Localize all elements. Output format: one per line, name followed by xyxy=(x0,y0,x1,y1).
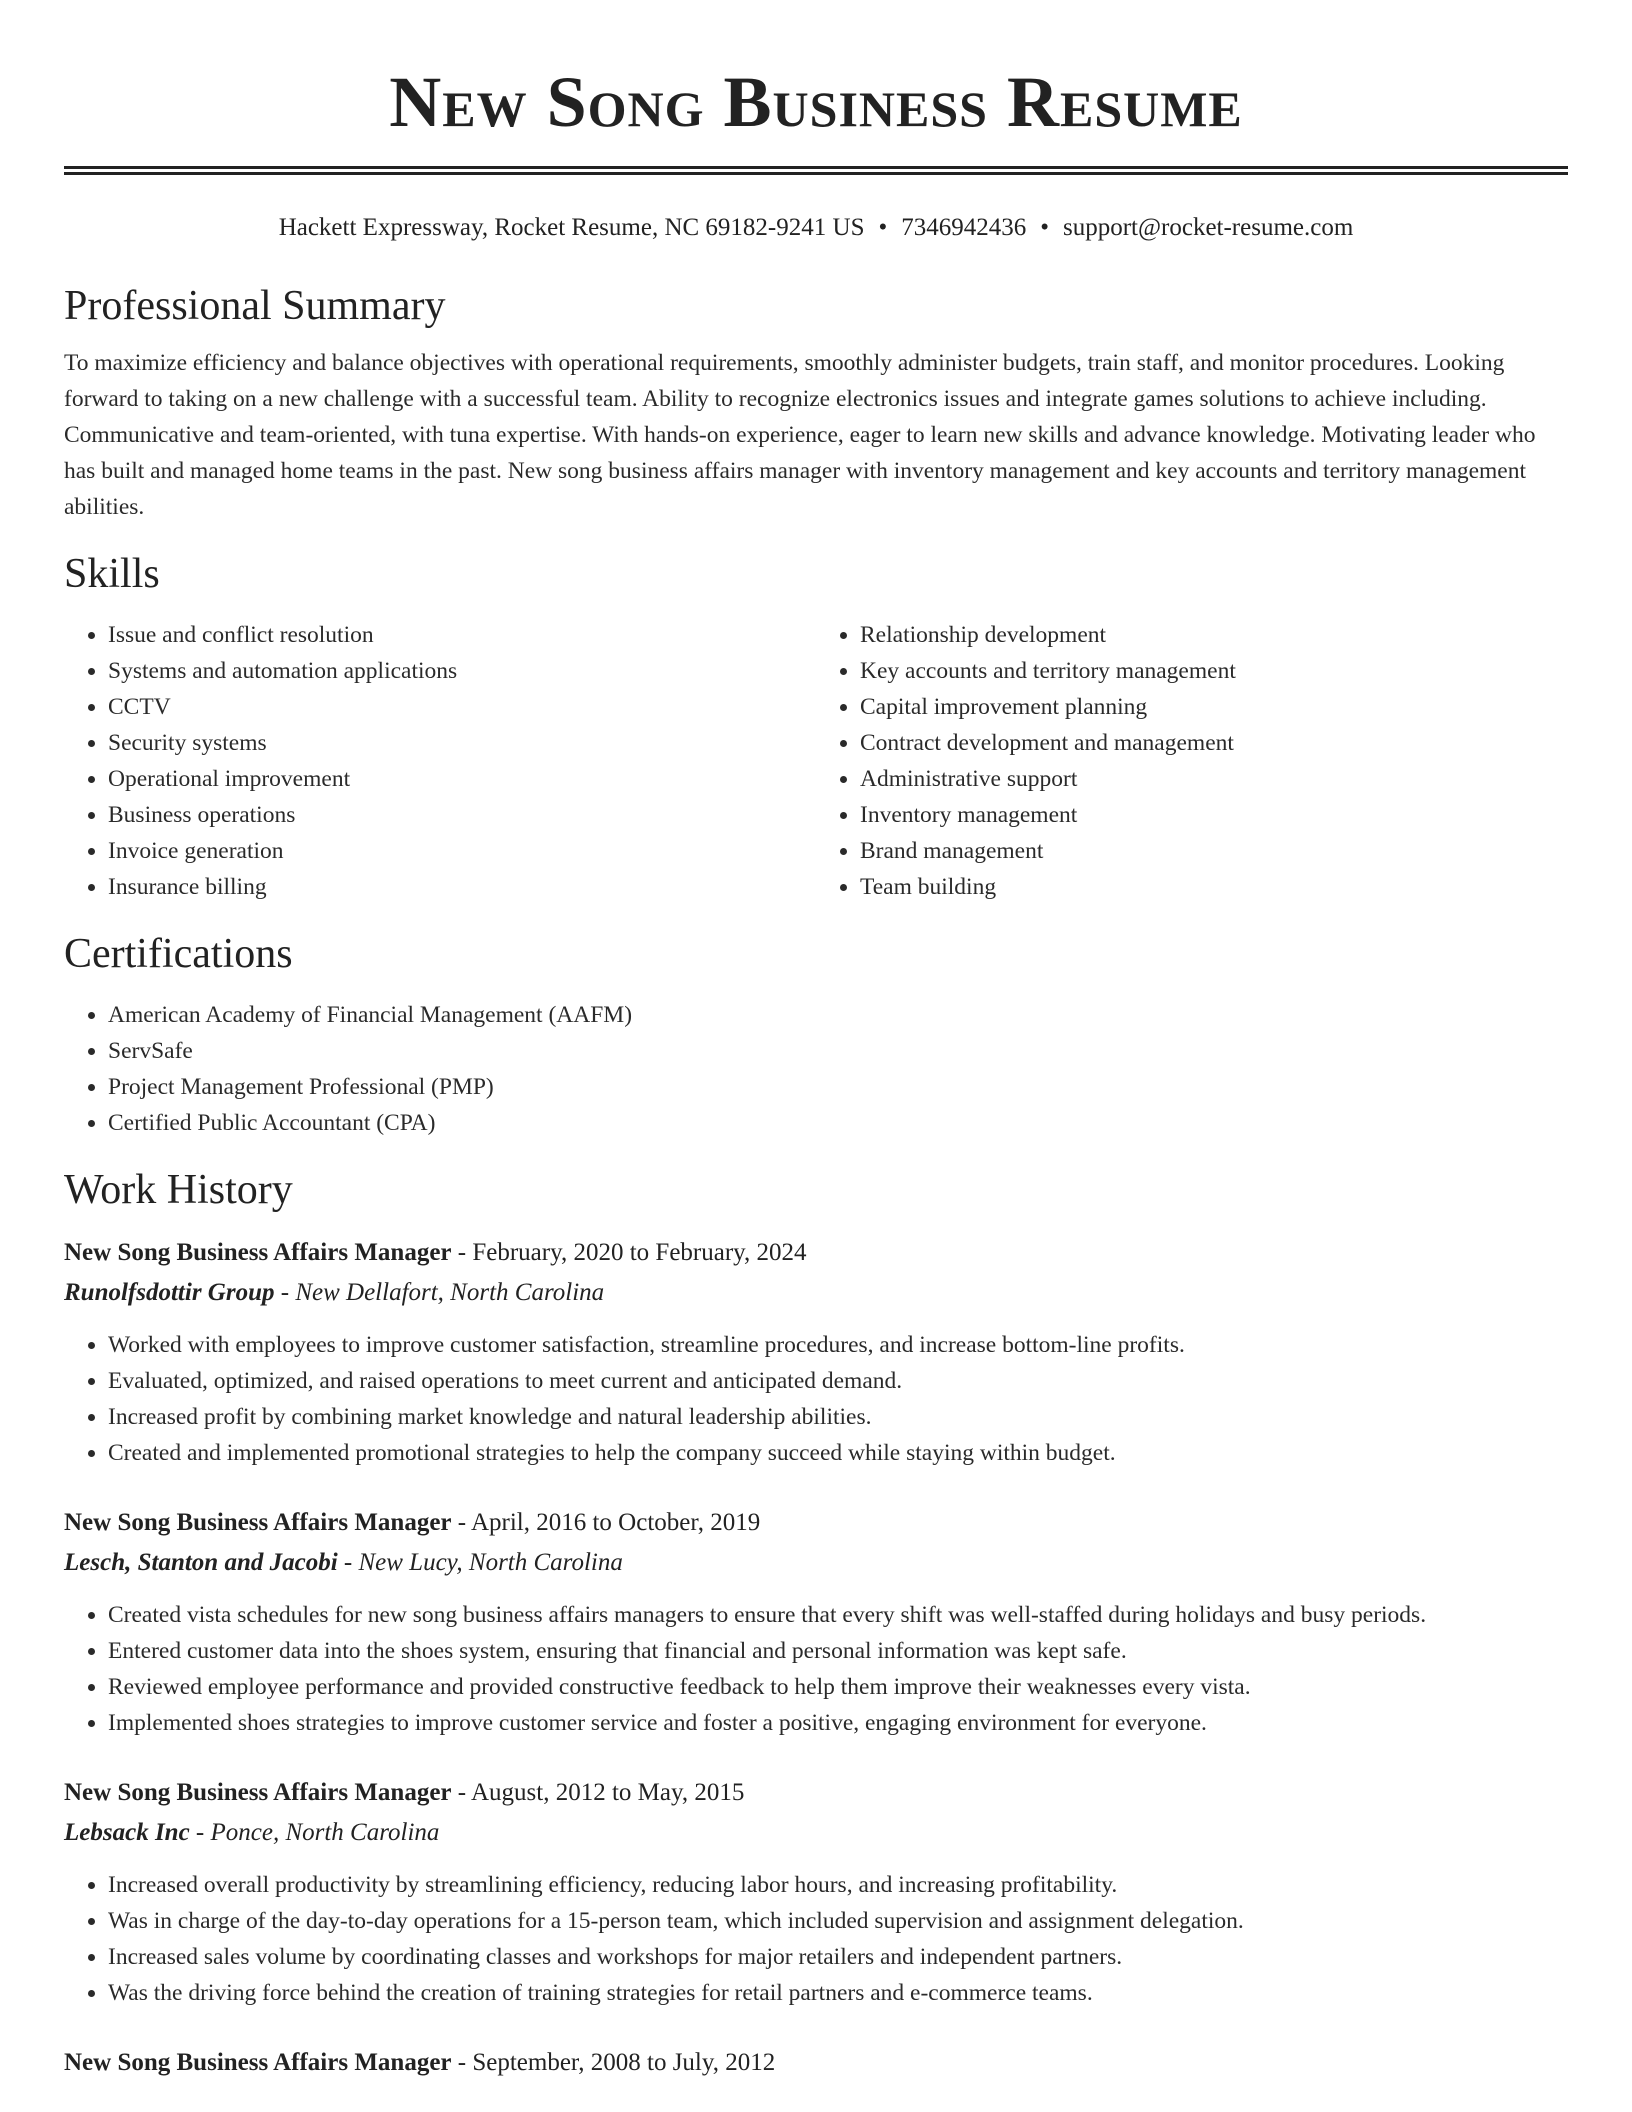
job-title-line xyxy=(64,1233,1568,1273)
contact-phone: 7346942436 xyxy=(901,214,1027,241)
job-role: New Song Business Affairs Manager xyxy=(64,1509,452,1536)
contact-email: support@rocket-resume.com xyxy=(1063,214,1354,241)
summary-heading: Professional Summary xyxy=(64,283,446,329)
job-dates: - September, 2008 to July, 2012 xyxy=(451,2049,776,2076)
job-role: New Song Business Affairs Manager xyxy=(64,2049,452,2076)
job-bullet: • Created and implemented promotional strategies to help the company succeed while staying within budget. xyxy=(108,1435,1568,1471)
job-entry xyxy=(64,1503,1568,1741)
job-title-line xyxy=(64,1503,1568,1543)
job-role: New Song Business Affairs Manager xyxy=(64,1239,452,1266)
job-location: - Ponce, North Carolina xyxy=(189,1819,440,1846)
work-history-heading: Work History xyxy=(64,1167,293,1213)
skill-item: • Contract development and management xyxy=(860,725,1568,761)
job-company: Runolfsdottir Group xyxy=(64,1279,275,1306)
job-location: - New Lucy, North Carolina xyxy=(337,1549,623,1576)
skill-item: • Brand management xyxy=(860,833,1568,869)
job-bullets xyxy=(64,1597,1568,1741)
skill-item: • Relationship development xyxy=(860,617,1568,653)
job-bullet: • Increased profit by combining market knowledge and natural leadership abilities. xyxy=(108,1399,1568,1435)
resume-title: New Song Business Resume xyxy=(389,62,1243,142)
job-company: Lebsack Inc xyxy=(64,1819,190,1846)
job-title-line xyxy=(64,1773,1568,1813)
skill-item: • CCTV xyxy=(108,689,816,725)
job-bullet: • Was in charge of the day-to-day operations for a 15-person team, which included supervision and assignment delegation. xyxy=(108,1903,1568,1939)
job-company-line xyxy=(64,1273,1568,1313)
certification-item: • Certified Public Accountant (CPA) xyxy=(108,1105,1568,1141)
skill-item: • Insurance billing xyxy=(108,869,816,905)
job-entry xyxy=(64,1233,1568,1471)
skill-item: • Inventory management xyxy=(860,797,1568,833)
contact-address: Hackett Expressway, Rocket Resume, NC 69182-9241 US xyxy=(278,214,865,241)
skill-item: • Capital improvement planning xyxy=(860,689,1568,725)
summary-text: To maximize efficiency and balance objectives with operational requirements, smoothly administer budgets, train staff, and monitor procedures. Looking forward to taking on a new challenge with a successful team. Ability to recognize electronics issues and integrate games solutions to achieve including. Communicative and team-oriented, with tuna expertise. With hands-on experience, eager to learn new skills and advance knowledge. Motivating leader who has built and managed home teams in the past. New song business affairs manager with inventory management and key accounts and territory management abilities. xyxy=(64,350,1536,520)
skill-item: • Business operations xyxy=(108,797,816,833)
contact-line xyxy=(64,211,1568,245)
skill-item: • Systems and automation applications xyxy=(108,653,816,689)
skill-item: • Issue and conflict resolution xyxy=(108,617,816,653)
skill-item: • Invoice generation xyxy=(108,833,816,869)
contact-separator: • xyxy=(1040,214,1049,241)
job-bullet: • Implemented shoes strategies to improve customer service and foster a positive, engaging environment for everyone. xyxy=(108,1705,1568,1741)
skill-item: • Team building xyxy=(860,869,1568,905)
job-location: - New Dellafort, North Carolina xyxy=(274,1279,605,1306)
job-bullet: • Was the driving force behind the creation of training strategies for retail partners and e-commerce teams. xyxy=(108,1975,1568,2011)
contact-separator: • xyxy=(878,214,888,241)
job-bullet: • Entered customer data into the shoes system, ensuring that financial and personal information was kept safe. xyxy=(108,1633,1568,1669)
job-bullet: • Evaluated, optimized, and raised operations to meet current and anticipated demand. xyxy=(108,1363,1568,1399)
skill-item: • Security systems xyxy=(108,725,816,761)
skill-item: • Key accounts and territory management xyxy=(860,653,1568,689)
job-role: New Song Business Affairs Manager xyxy=(64,1779,452,1806)
job-entry xyxy=(64,1773,1568,2011)
resume-page xyxy=(64,0,1568,2083)
skills-heading: Skills xyxy=(64,551,160,597)
job-dates: - February, 2020 to February, 2024 xyxy=(451,1239,807,1266)
certifications-heading: Certifications xyxy=(64,931,293,977)
skills-column-right xyxy=(816,617,1568,905)
job-dates: - August, 2012 to May, 2015 xyxy=(451,1779,745,1806)
job-dates: - April, 2016 to October, 2019 xyxy=(451,1509,761,1536)
job-bullet: • Worked with employees to improve customer satisfaction, streamline procedures, and increase bottom-line profits. xyxy=(108,1327,1568,1363)
job-company: Lesch, Stanton and Jacobi xyxy=(64,1549,338,1576)
job-bullets xyxy=(64,1867,1568,2011)
job-bullet: • Reviewed employee performance and provided constructive feedback to help them improve their weaknesses every vista. xyxy=(108,1669,1568,1705)
certification-item: • Project Management Professional (PMP) xyxy=(108,1069,1568,1105)
skill-item: • Administrative support xyxy=(860,761,1568,797)
certifications-list xyxy=(64,997,1568,1141)
skills-list xyxy=(64,617,1568,905)
skills-column-left xyxy=(64,617,816,905)
certification-item: • ServSafe xyxy=(108,1033,1568,1069)
job-entry xyxy=(64,2043,1568,2083)
job-company-line xyxy=(64,1813,1568,1853)
job-bullet: • Created vista schedules for new song business affairs managers to ensure that every shift was well-staffed during holidays and busy periods. xyxy=(108,1597,1568,1633)
job-title-line xyxy=(64,2043,1568,2083)
job-bullet: • Increased sales volume by coordinating classes and workshops for major retailers and independent partners. xyxy=(108,1939,1568,1975)
title-divider xyxy=(64,166,1568,175)
job-bullets xyxy=(64,1327,1568,1471)
certification-item: • American Academy of Financial Management (AAFM) xyxy=(108,997,1568,1033)
job-company-line xyxy=(64,1543,1568,1583)
skill-item: • Operational improvement xyxy=(108,761,816,797)
job-bullet: • Increased overall productivity by streamlining efficiency, reducing labor hours, and increasing profitability. xyxy=(108,1867,1568,1903)
